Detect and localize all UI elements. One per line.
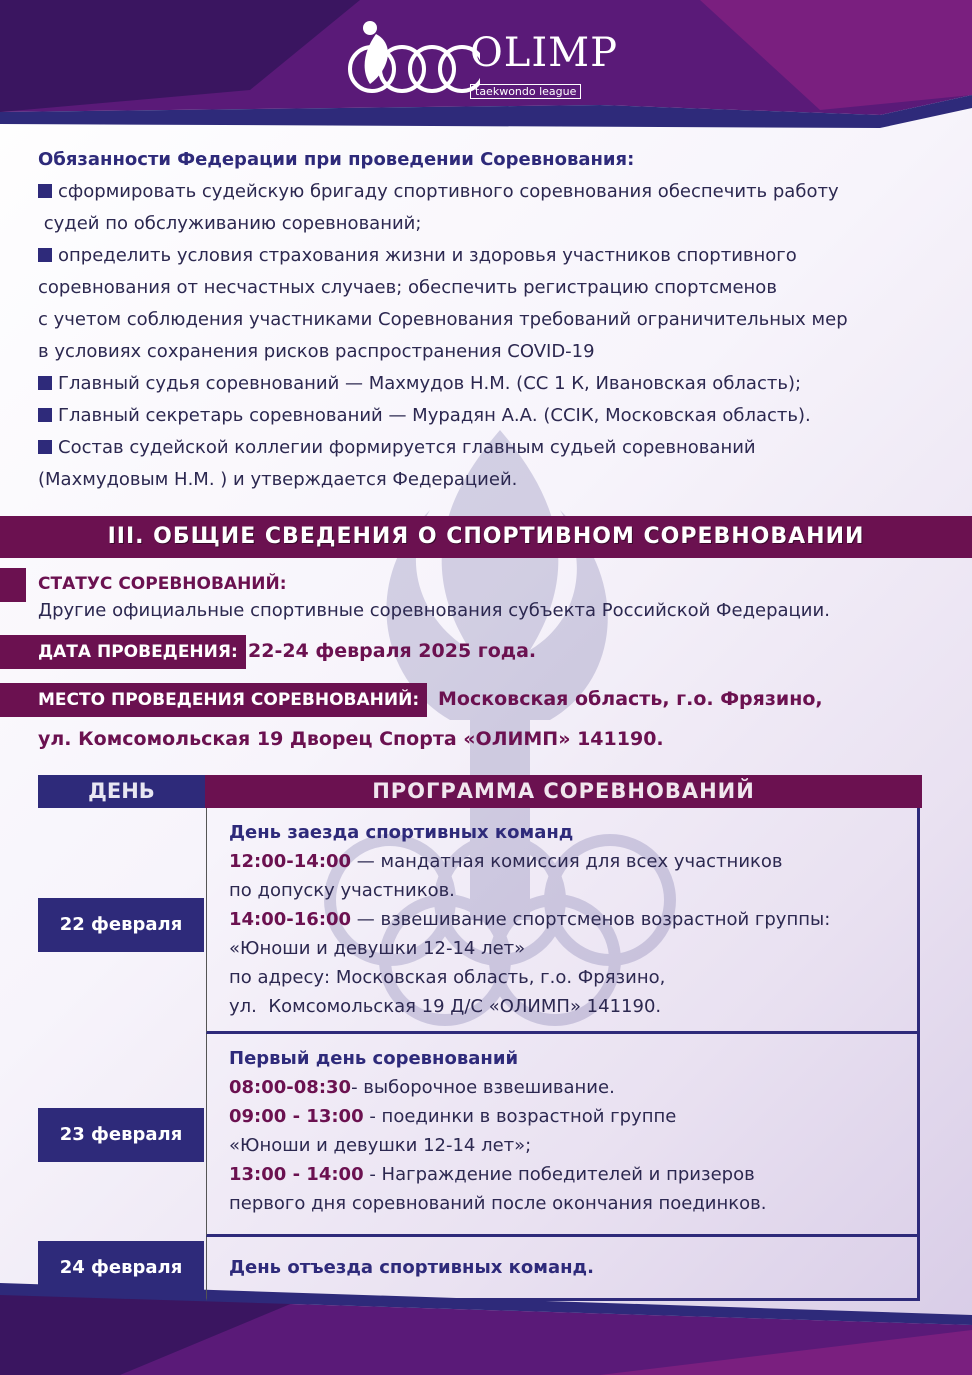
date-value: 22-24 февраля 2025 года. — [248, 640, 537, 662]
program-line: «Юноши и девушки 12-14 лет»; — [229, 1135, 532, 1156]
table-row — [38, 1237, 922, 1301]
section-title-bar — [0, 516, 972, 558]
program-heading: День отъезда спортивных команд. — [229, 1257, 594, 1278]
duties-title: Обязанности Федерации при проведении Соревнования: — [38, 149, 635, 170]
program-line: 08:00-08:30- выборочное взвешивание. — [229, 1077, 615, 1098]
program-line: по допуску участников. — [229, 880, 455, 901]
duty-item: Главный секретарь соревнований — Мурадян А.А. (ССIК, Московская область). — [38, 400, 938, 432]
federation-duties — [38, 144, 938, 496]
status-marker — [0, 568, 26, 602]
table-row — [38, 808, 922, 1034]
bullet-square-icon — [38, 184, 52, 198]
bullet-square-icon — [38, 440, 52, 454]
day-label: 23 февраля — [38, 1108, 204, 1162]
program-line: 14:00-16:00 — взвешивание спортсменов возрастной группы: — [229, 909, 831, 930]
duty-item: Главный судья соревнований — Махмудов Н.М. (СС 1 К, Ивановская область); — [38, 368, 938, 400]
status-label: СТАТУС СОРЕВНОВАНИЙ: — [38, 574, 287, 594]
column-header-day: ДЕНЬ — [38, 775, 205, 808]
schedule-table — [38, 775, 922, 1301]
section-title: III. ОБЩИЕ СВЕДЕНИЯ О СПОРТИВНОМ СОРЕВНОВАНИИ — [107, 524, 865, 549]
program-line: 12:00-14:00 — мандатная комиссия для всех участников — [229, 851, 783, 872]
program-line: первого дня соревнований после окончания поединков. — [229, 1193, 767, 1214]
day-label: 24 февраля — [38, 1241, 204, 1295]
duty-item: определить условия страхования жизни и здоровья участников спортивного соревнования от несчастных случаев; обеспечить регистрацию спортсменов с учетом соблюдения участниками Соревнования требований ограничительных мер в условиях сохранения рисков распространения COVID-19 — [38, 245, 848, 362]
bullet-square-icon — [38, 408, 52, 422]
program-line: по адресу: Московская область, г.о. Фрязино, — [229, 967, 666, 988]
duty-item: сформировать судейскую бригаду спортивного соревнования обеспечить работу судей по обслуживанию соревнований; — [38, 181, 839, 234]
program-cell — [206, 808, 920, 1034]
table-row — [38, 1034, 922, 1237]
program-line: «Юноши и девушки 12-14 лет» — [229, 938, 526, 959]
status-value: Другие официальные спортивные соревнования субъекта Российской Федерации. — [38, 600, 830, 621]
program-heading: Первый день соревнований — [229, 1048, 519, 1069]
taekwondo-figure-icon — [340, 14, 480, 104]
program-line: ул. Комсомольская 19 Д/С «ОЛИМП» 141190. — [229, 996, 662, 1017]
program-heading: День заезда спортивных команд — [229, 822, 574, 843]
place-label: МЕСТО ПРОВЕДЕНИЯ СОРЕВНОВАНИЙ: — [0, 683, 427, 717]
program-line: 13:00 - 14:00 - Награждение победителей и призеров — [229, 1164, 755, 1185]
program-cell — [206, 1034, 920, 1237]
day-label: 22 февраля — [38, 898, 204, 952]
date-label: ДАТА ПРОВЕДЕНИЯ: — [0, 635, 246, 669]
place-value-line1: Московская область, г.о. Фрязино, — [438, 688, 823, 710]
program-line: 09:00 - 13:00 - поединки в возрастной группе — [229, 1106, 677, 1127]
duty-item: Состав судейской коллегии формируется главным судьей соревнований (Махмудовым Н.М. ) и утверждается Федерацией. — [38, 437, 756, 490]
bullet-square-icon — [38, 376, 52, 390]
program-cell — [206, 1237, 920, 1301]
column-header-program: ПРОГРАММА СОРЕВНОВАНИЙ — [205, 775, 922, 808]
bullet-square-icon — [38, 248, 52, 262]
place-value-line2: ул. Комсомольская 19 Дворец Спорта «ОЛИМП» 141190. — [38, 728, 664, 750]
logo-text: OLIMP — [470, 30, 619, 76]
logo-subtitle: taekwondo league — [470, 84, 581, 99]
